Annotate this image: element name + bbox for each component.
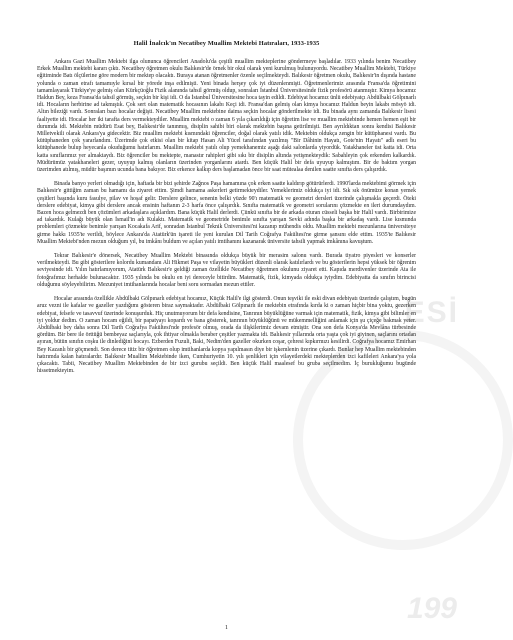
page-number: 1	[225, 625, 228, 631]
document-title: Halil İnalcık'ın Necatibey Muallim Mektebi Hatıraları, 1933-1935	[133, 40, 320, 47]
background-watermark-text: ESİ	[404, 296, 459, 329]
paragraph: Tekrar Balıkesir'e dönersek, Necatibey Muallim Mektebi binasında oldukça büyük bir merasim salonu vardı. Burada tiyatro piyesleri ve konserler verilmekteydi. Bu gibi gösterilere kolordu kumandanı Ali Hikmet Paşa ve vilayetin büyükleri düzenli olarak katılırlardı ve bu gösterilerin hepsi yüksek bir öğrenim seviyesinde idi. Yılın hatırlamıyorum, Atatürk Balıkesir'e geldiği zaman özellikle Necatibey öğretmen okulunu ziyaret etti. Kapıda merdivenler üzerinde Ata ile fotoğrafımız herhalde bulunacaktır. 1935 yılında bu okulu en iyi dereceyle bitirdim. Matematik, fizik, kimyada oldukça iyiydim. Edebiyatta da sınıfın birincisi olduğumu söyleyebilirim. Mezuniyet imtihanlarında hocalar beni soru sormadan mezun ettiler.	[37, 253, 416, 288]
paragraph: Ankara Gazi Muallim Mektebi ilga olununca öğrencileri Anadolu'da çeşitli muallim mekteplerine göndermeye başladılar. 1933 yılında benim Necatibey Erkek Muallim mektebi kararı çıktı. Necatibey öğretmen okulu Balıkesir'de örnek bir okul olarak yeni kurulmuş bulunuyordu. Necatibey Muallim Mektebi, Türkiye eğitiminde Batı ölçülerine göre modern bir mektep olacaktı. Buraya atanan öğretmenler özenle seçilmekteydi. Balıkesir öğretmen okulu, Balıkesir'in dışında hastane yolunda o zaman etrafı tamamıyle kırsal bir yörede inşa edilmişti. Yeni binada herşey çok iyi düzenlenmişti. Öğretmenlerimiz arasında Fransa'da öğretimini tamamlayarak Türkiye'ye gelmiş olan Kürkçüoğlu Fizik alanında tahsil görmüş oldup, sonraları İstanbul Üniversitesinde fizik profesörü atanmıştır. Kimya hocamız Haldun Bey, keza Fransa'da tahsil görmüş, seçkin bir kişi idi. O da İstanbul Üniversitesine hoca tayin edildi. Edebiyat hocamız ünlü edebiyatçı Abdülbaki Gölpınarlı idi. Hocaların herbirine ad takmıştık. Çok sert olan matematik hocasının lakabı Keçi idi. Fransa'dan gelmiş olan kimya hocamız Haldun beyin lakabı mösyö idi. Altın bileziği vardı. Sonraları bazı hocalar değişti. Necatibey Muallim mektebine daima seçkin hocalar gönderilmekte idi. Bu binada aynı zamanda Balıkesir lisesi faaliyette idi. Hocalar her iki tarafta ders vermekteydiler. Muallim mektebi o zaman 6 yıla çıkarıldığı için öğretim lise ve muallim mektebinde hemen hemen eşit bir durumda idi. Mektebin müdürü Esat bey, Balıkesir'de tanınmış, disiplin sahibi biri olarak mektebin başına getirilmişti. Ben ayrıldıktan sonra kendisi Balıkesir Milletvekili olarak Ankara'ya gidecektir. Biz muallim mektebi kısmındaki öğrenciler, doğal olarak yatılı idik. Mektebin oldukça zengin bir kütüphanesi vardı. Bu kütüphaneden çok yararlandım. Üzerimde çok etkisi olan bir kitap Hasan Ali Yücel tarafından yazılmış "Bir Dâhinin Hayatı, Gote'nin Hayatı" adlı eseri bu kütüphanede bulup heyecanla okuduğumu hatırlarım. Muallim mektebi yatılı olup yemekhanemiz aşağı daki salonlarda yiyordük. Yatakhaneler üst katta idi. Orta katta sınıflarımız yer almaktaydı. Biz öğrenciler bu mektepte, manastır rahipleri gibi sıkı bir disiplin altında yetişmekteydik: Sabahleyin çok erkenden kalkardık. Müdürümüz yatakhaneleri gezer, uyuyup kalmış olanların üzerinden yorganlarını atardı. Ben küçük Halil bir defa uyuyup kalmıştım. Bir de baktım yorgan üzerimden atılmış, müdür başımın ucunda bana bakıyor. Biz erkence kalkıp ders başlamadan önce bir saat mütealaa denilen saatte sınıfta ders çalışırdık.	[37, 59, 416, 174]
paragraph: Hocalar arasında özellikle Abdülbaki Gölpınarlı edebiyat hocamız, Küçük Halil'e ilgi gösterdi. Onun teşviki ile eski divan edebiyatı üzerinde çalıştım, bugün aruz vezni ile kafalar ve gazeller yazdığımı gösteren biraz saymaktadır. Abdülbaki Gölpınarlı ile mektebin etrafında kırda ki o zaman hiçbir bina yoktu, gezerken edebiyat, felsefe ve tasavvuf üzerinde konuşurduk. Hiç unutmuyorum bir defa kendisine, Tanrının büyüklüğüne varmak için matematik, fizik, kimya gibi bilimler en iyi yoldur dedim. O zaman hocam eğildi, bir papatyayı kopardı ve bana gösterek, tanrının büyüklüğünü ve mükemmelliğini anlamak için şu çiçeğe bakmak yeter. Abdülbaki bey daha sonra Dil Tarih Coğrafya Fakültesi'nde profesör olmuş, orada da ilişkilerimiz devam etmiştir. Ona son defa Konya'da Mevlâna türbesinde gördüm. Bir bere ile örttüğü bembeyaz saçlarıyla, çok ihtiyar olmakla beraber çeşitler yazmakta idi. Balıkesir yıllarında orta yaşta çok iyi giyinen, saçlarını ortadan ayıran, bütün sınıfın coşku ile dinlediğini hocayı. Ezberden Fuzuli, Baki, Nedim'den gazeller okurken coşar, çehresi kıpkırmızı kesilirdi. Coğrafya hocamız Emirhan Bey Kazanlı bir göçmendi. Son derece titiz bir öğretmen olup imtihanlarda kopya yapılmasın diye bir işkemlenin üzerine çıkardı. Bunlar hep Muallim mektebinden hatırımda kalan hatıralardır. Balıkesir Muallim Mektebinde iken, Cumhuriyetin 10. yılı şenlikleri için vilayetlerdeki mekteplerden izci kafileleri Ankara'ya yola çıkacaktı. Tabii, Necatibey Muallim Mektebinden de bir izci gurubu seçildi. Ben küçük Halil maalesef bu gruba seçilmedim. İç burukluğumu bugünde hissetmekteyim.	[37, 296, 416, 375]
background-watermark-year: 199	[406, 592, 457, 625]
paragraph: Binada banyo yerleri olmadığı için, haftada bir bizi şehirde Zağnos Paşa hamamına çok erken saatte kaldırıp götürürlerdi. 1990'larda mektebimi görmek için Balıkesir'e gittiğim zaman bu hamamı da ziyaret ettim. Şimdi hamama askerleri getirmekteydiler. Yemeklerimiz oldukça iyi idi. Sık sık önümüze konan yemek çeşitleri başında kuru fasulye, pilav ve hoşaf gelir. Derslere gelince, senenin belki yüzde 90'ı matematik ve geometri dersleri üzerinde çalışmakla geçerdi. Öteki derslere edebiyat, kimya gibi derslere ancak ensinin haftanın 2-3 harfa önce çalışırdık. Sınıfta matematik ve geometri sorularını çözmekte en ileri durumdaydım. Bazen hoca gelmezdi ben çözümleri arkadaşlara açıklardım. Bana küçük Halil derlerdi. Çünkü sınıfta bir de arkada oturan cüsseli başka bir Halil vardı. Birbirimize ad takardık. Kulağı büyük olan İsmail'in adı Kulaktı. Matematik ve geometride benimle sınıfta yarışan Sevki adında başka bir arkadaş vardı. Lise kısmında problemleri çözmekte benimle yarışan Kocakafa Arif, sonradan İstanbul Teknik Üniversitesi'ni kazanıp mühendis oldu. Muallim mektebi mezunlarına üniversiteye girme hakkı 1935'te verildi, böylece Ankara'da Atatürk'ün işareti ile yeni kurulan Dil Tarih Coğrafya Fakültesi'ne girme şansını elde ettim. 1935'te Balıkesir Muallim Mektebi'nden mezun olduğum yıl, bu imkânı buldum ve açılan yatılı imtihanını kazanarak üniversite tahsili yapmak imkânına kavuştum.	[37, 181, 416, 245]
